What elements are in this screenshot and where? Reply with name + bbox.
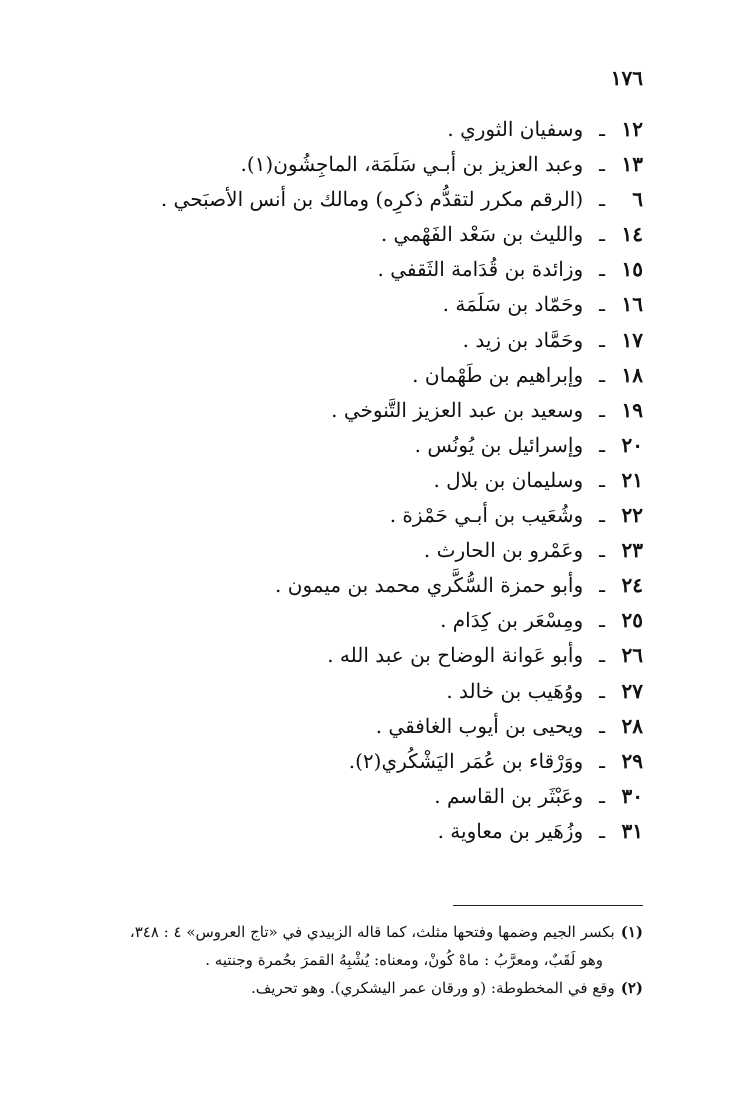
entry-dash: ـ xyxy=(599,117,605,141)
footnote-separator xyxy=(453,905,643,906)
entry-dash: ـ xyxy=(599,608,605,633)
entry-dash: ـ xyxy=(599,397,605,422)
entry-text: وحَمَّاد بن زيد . xyxy=(462,327,584,352)
page-number: ١٧٦ xyxy=(610,66,643,90)
entry-number: ٢٢ xyxy=(621,503,643,528)
footnote-1-continuation xyxy=(23,946,643,974)
entry-number: ٢١ xyxy=(621,467,643,492)
entry-number: ٢٧ xyxy=(621,678,643,703)
footnote-1-marker: (١) xyxy=(620,923,643,941)
entry-number: ٢٣ xyxy=(621,538,643,563)
entry-text: وأبو حمزة السُّكَّري محمد بن ميمون . xyxy=(275,573,584,598)
entry-text: وعَبْثَر بن القاسم . xyxy=(434,783,584,808)
footnote-1-line-2: وهو لَقَبٌ، ومعرَّبُ : ماهْ كُونْ، ومعناه: يُشْبِهُ القمرَ بحُمرة وجنتيه . xyxy=(205,951,603,969)
entry-text: والليث بن سَعْد الفَهْمي . xyxy=(380,222,584,247)
entry-dash: ـ xyxy=(599,467,605,492)
list-item xyxy=(43,568,643,603)
entry-number: ١٦ xyxy=(621,292,643,317)
entry-number: ١٣ xyxy=(621,152,643,177)
list-item xyxy=(43,709,643,744)
entry-number: ٣١ xyxy=(621,818,643,843)
entry-dash: ـ xyxy=(599,573,605,598)
list-item xyxy=(43,638,643,673)
entry-dash: ـ xyxy=(599,538,605,563)
footnote-1-line-1: بكسر الجيم وضمها وفتحها مثلث، كما قاله الزبيدي في «تاج العروس» ٤ : ٣٤٨، xyxy=(129,923,615,941)
entry-dash: ـ xyxy=(599,678,605,703)
narrator-list xyxy=(43,112,643,849)
list-item xyxy=(43,814,643,849)
list-item xyxy=(43,674,643,709)
entry-text: ومِسْعَر بن كِدَام . xyxy=(440,608,584,633)
entry-text: وإبراهيم بن طَهْمان . xyxy=(412,362,584,387)
list-item xyxy=(43,603,643,638)
entry-text: وشُعَيب بن أبـي حَمْزة . xyxy=(389,503,584,528)
footnote-1 xyxy=(23,918,643,946)
entry-text: ويحيى بن أيوب الغافقي . xyxy=(375,713,584,738)
entry-dash: ـ xyxy=(599,713,605,738)
entry-number: ٢٠ xyxy=(621,432,643,457)
entry-number: ٢٩ xyxy=(621,748,643,773)
list-item xyxy=(43,498,643,533)
entry-text: وزائدة بن قُدَامة الثَقفي . xyxy=(377,257,584,282)
entry-text: وأبو عَوانة الوضاح بن عبد الله . xyxy=(327,643,584,668)
entry-number: ١٥ xyxy=(621,257,643,282)
entry-number: ١٢ xyxy=(621,117,643,141)
entry-text: ووَرْقاء بن عُمَر اليَشْكُري(٢). xyxy=(348,748,584,773)
list-item xyxy=(43,182,643,217)
entry-dash: ـ xyxy=(599,643,605,668)
list-item xyxy=(43,428,643,463)
footnotes xyxy=(23,918,643,1002)
entry-text: وحَمّاد بن سَلَمَة . xyxy=(442,292,584,317)
list-item xyxy=(43,358,643,393)
list-item xyxy=(43,533,643,568)
entry-dash: ـ xyxy=(599,257,605,282)
list-item xyxy=(43,112,643,147)
entry-dash: ـ xyxy=(599,362,605,387)
list-item xyxy=(43,779,643,814)
entry-number: ١٧ xyxy=(621,327,643,352)
footnote-2-text: وقع في المخطوطة: (و ورقان عمر اليشكري). وهو تحريف. xyxy=(251,979,615,997)
entry-number: ٢٨ xyxy=(621,713,643,738)
entry-text: وعبد العزيز بن أبـي سَلَمَة، الماجِشُون(١). xyxy=(240,152,584,177)
list-item xyxy=(43,252,643,287)
entry-dash: ـ xyxy=(599,748,605,773)
list-item xyxy=(43,287,643,322)
entry-text: وعَمْرو بن الحارث . xyxy=(423,538,584,563)
entry-number: ٣٠ xyxy=(621,783,643,808)
list-item xyxy=(43,323,643,358)
list-item xyxy=(43,393,643,428)
entry-dash: ـ xyxy=(599,152,605,177)
entry-dash: ـ xyxy=(599,503,605,528)
footnote-2-marker: (٢) xyxy=(620,979,643,997)
footnote-2 xyxy=(23,974,643,1002)
entry-dash: ـ xyxy=(599,292,605,317)
entry-text: وسعيد بن عبد العزيز التَّنوخي . xyxy=(331,397,584,422)
entry-number: ٢٥ xyxy=(621,608,643,633)
entry-number: ٢٤ xyxy=(621,573,643,598)
entry-text: (الرقم مكرر لتقدُّم ذكرِه) ومالك بن أنس الأصبَحي . xyxy=(160,187,584,212)
entry-dash: ـ xyxy=(599,432,605,457)
entry-dash: ـ xyxy=(599,187,605,212)
entry-text: ووُهَيب بن خالد . xyxy=(446,678,584,703)
entry-number: ٢٦ xyxy=(621,643,643,668)
entry-dash: ـ xyxy=(599,783,605,808)
entry-text: وزُهَير بن معاوية . xyxy=(437,818,584,843)
entry-dash: ـ xyxy=(599,327,605,352)
entry-number: ١٨ xyxy=(621,362,643,387)
entry-dash: ـ xyxy=(599,818,605,843)
list-item xyxy=(43,217,643,252)
entry-number: ١٩ xyxy=(621,397,643,422)
list-item xyxy=(43,147,643,182)
entry-text: وسليمان بن بلال . xyxy=(433,467,584,492)
entry-number: ٦ xyxy=(632,187,643,212)
entry-number: ١٤ xyxy=(621,222,643,247)
entry-text: وسفيان الثوري . xyxy=(447,117,584,141)
list-item xyxy=(43,744,643,779)
entry-text: وإسرائيل بن يُونُس . xyxy=(414,432,584,457)
entry-dash: ـ xyxy=(599,222,605,247)
list-item xyxy=(43,463,643,498)
